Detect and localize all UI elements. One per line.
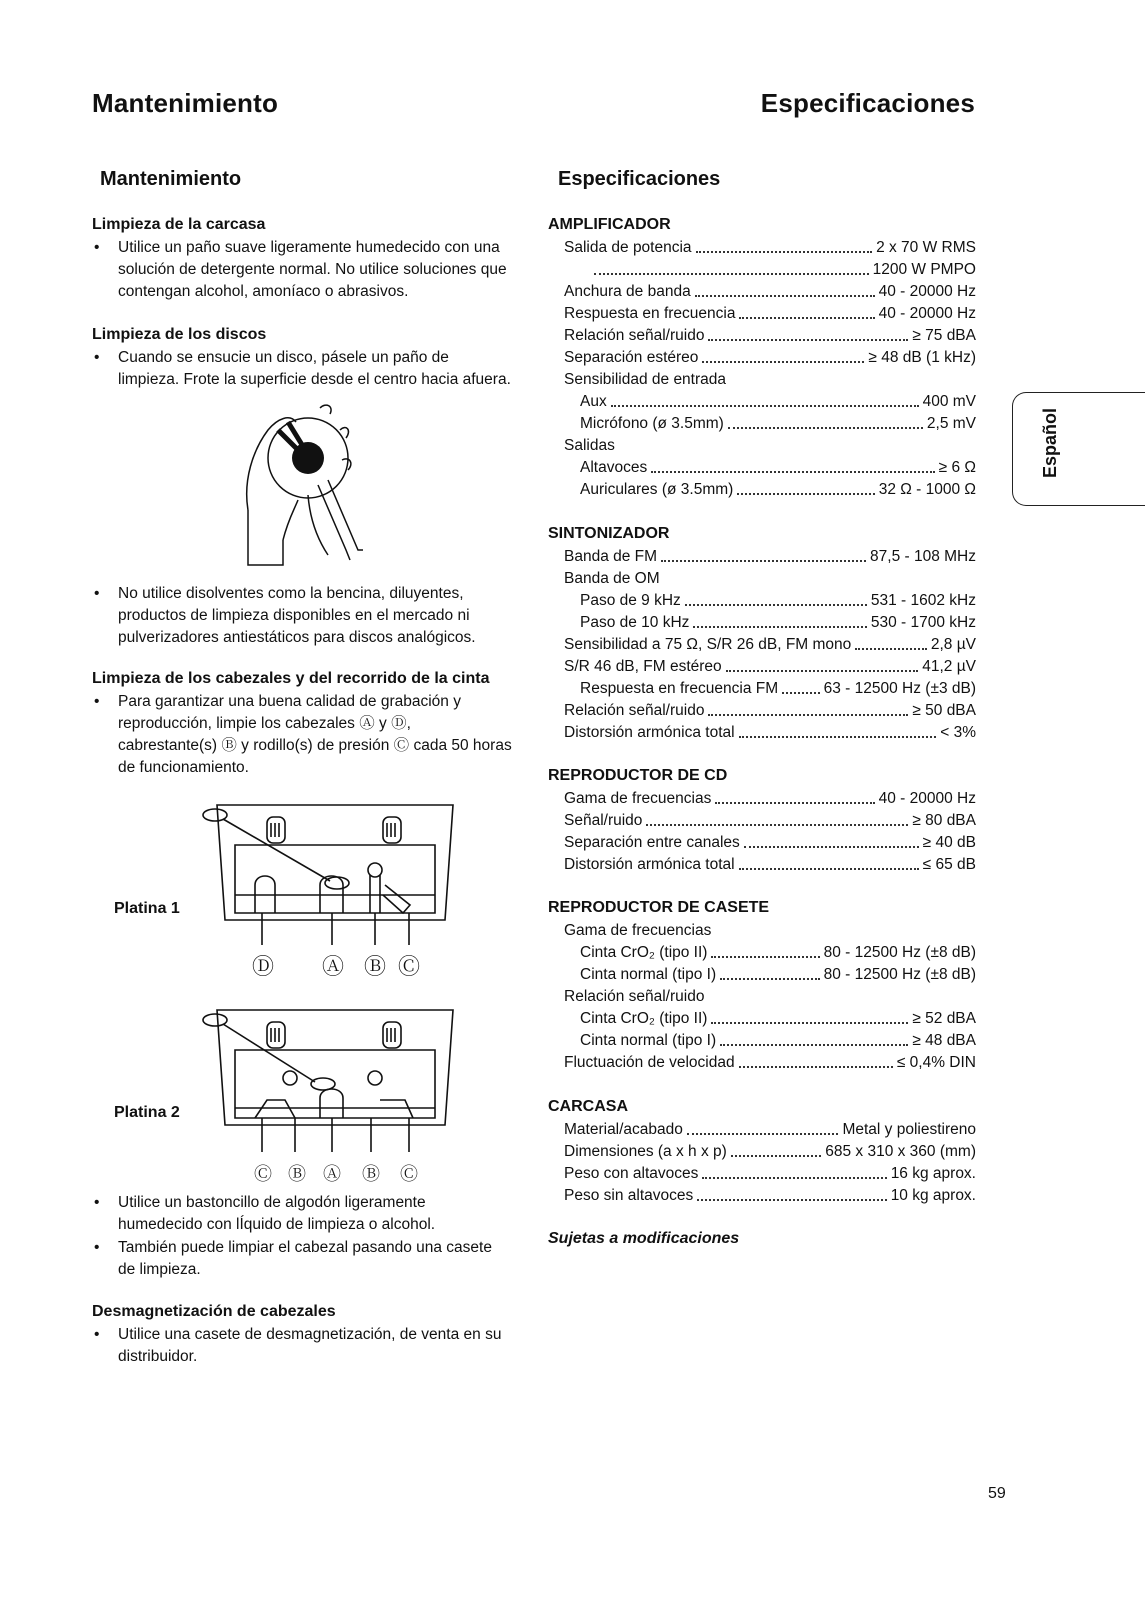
spec-row: Separación estéreo ≥ 48 dB (1 kHz) xyxy=(564,349,976,366)
demagnetization-bullet: • Utilice una casete de desmagnetización, de venta en su distribuidor. xyxy=(94,1326,502,1365)
spec-row: Auriculares (ø 3.5mm) 32 Ω - 1000 Ω xyxy=(580,481,976,498)
spec-row: Respuesta en frecuencia FM 63 - 12500 Hz (±3 dB) xyxy=(580,680,976,697)
spec-row: Anchura de banda 40 - 20000 Hz xyxy=(564,283,976,300)
tuner-title: SINTONIZADOR xyxy=(548,525,670,542)
page-title-right: Especificaciones xyxy=(760,88,975,118)
deck2-label: Platina 2 xyxy=(114,1104,180,1121)
demagnetization-title: Desmagnetización de cabezales xyxy=(92,1303,336,1320)
spec-row: Relación señal/ruido xyxy=(564,988,705,1005)
spec-row: Respuesta en frecuencia 40 - 20000 Hz xyxy=(564,305,976,322)
spec-row: Distorsión armónica total < 3% xyxy=(564,724,976,741)
cotton-swab-bullet: • Utilice un bastoncillo de algodón ligeramente humedecido con lÍquido de limpieza o alcohol. xyxy=(94,1194,436,1233)
amplifier-title: AMPLIFICADOR xyxy=(548,216,671,233)
spec-row: Banda de OM xyxy=(564,570,660,587)
cleaning-cassette-bullet: • También puede limpiar el cabezal pasando una casete de limpieza. xyxy=(94,1239,492,1278)
spec-row: Sensibilidad a 75 Ω, S/R 26 dB, FM mono 2,8 µV xyxy=(564,636,976,653)
spec-row: Cinta CrO₂ (tipo II) 80 - 12500 Hz (±8 dB) xyxy=(580,944,976,961)
spec-row: Salidas xyxy=(564,437,615,454)
spec-row: Señal/ruido ≥ 80 dBA xyxy=(564,812,976,829)
deck1-letter-a: Ⓐ xyxy=(322,954,345,979)
spec-row: Micrófono (ø 3.5mm) 2,5 mV xyxy=(580,415,976,432)
deck2-letter-b2: Ⓑ xyxy=(362,1164,380,1184)
deck1-label: Platina 1 xyxy=(114,900,180,917)
disc-cleaning-bullet: • Cuando se ensucie un disco, pásele un paño de limpieza. Frote la superficie desde el centro hacia afuera. xyxy=(94,349,511,388)
spec-row: Gama de frecuencias 40 - 20000 Hz xyxy=(564,790,976,807)
disc-cleaning-title: Limpieza de los discos xyxy=(92,326,267,343)
spec-row: Cinta CrO₂ (tipo II) ≥ 52 dBA xyxy=(580,1010,976,1027)
spec-row: Fluctuación de velocidad ≤ 0,4% DIN xyxy=(564,1054,976,1071)
deck1-letter-b: Ⓑ xyxy=(364,954,387,979)
deck2-letter-c2: Ⓒ xyxy=(400,1164,418,1184)
cd-player-title: REPRODUCTOR DE CD xyxy=(548,767,728,784)
cassette-player-title: REPRODUCTOR DE CASETE xyxy=(548,899,770,916)
spec-row: Sensibilidad de entrada xyxy=(564,371,727,388)
disc-cleaning-illustration xyxy=(238,400,378,570)
deck1-letter-d: Ⓓ xyxy=(252,954,275,979)
spec-row: Aux 400 mV xyxy=(580,393,976,410)
page-title-left: Mantenimiento xyxy=(92,88,279,118)
deck2-letter-b1: Ⓑ xyxy=(288,1164,306,1184)
spec-row: Relación señal/ruido ≥ 75 dBA xyxy=(564,327,976,344)
spec-row: Paso de 10 kHz 530 - 1700 kHz xyxy=(580,614,976,631)
spec-row: Gama de frecuencias xyxy=(564,922,712,939)
spec-row: Peso con altavoces 16 kg aprox. xyxy=(564,1165,976,1182)
case-cleaning-title: Limpieza de la carcasa xyxy=(92,216,266,233)
deck2-letter-a: Ⓐ xyxy=(323,1164,341,1184)
deck2-letter-c1: Ⓒ xyxy=(254,1164,272,1184)
spec-row: Banda de FM 87,5 - 108 MHz xyxy=(564,548,976,565)
spec-row: Cinta normal (tipo I) ≥ 48 dBA xyxy=(580,1032,976,1049)
page-number: 59 xyxy=(988,1485,1006,1502)
subject-to-change-note: Sujetas a modificaciones xyxy=(548,1230,740,1247)
case-cleaning-bullet: • Utilice un paño suave ligeramente humedecido con una solución de detergente normal. No utilice soluciones que contengan alcohol, amoníaco o abrasivos. xyxy=(94,239,507,300)
spec-row: Paso de 9 kHz 531 - 1602 kHz xyxy=(580,592,976,609)
head-cleaning-title: Limpieza de los cabezales y del recorrido de la cinta xyxy=(92,670,490,687)
spec-row: Altavoces ≥ 6 Ω xyxy=(580,459,976,476)
spec-row: Material/acabado Metal y poliestireno xyxy=(564,1121,976,1138)
spec-row: Distorsión armónica total ≤ 65 dB xyxy=(564,856,976,873)
spec-row: 1200 W PMPO xyxy=(594,259,976,281)
solvents-bullet: • No utilice disolventes como la bencina, diluyentes, productos de limpieza disponibles en el mercado ni pulverizadores antiestáticos para discos analógicos. xyxy=(94,585,476,646)
language-tab xyxy=(1012,392,1145,506)
spec-row: Peso sin altavoces 10 kg aprox. xyxy=(564,1187,976,1204)
spec-row: Separación entre canales ≥ 40 dB xyxy=(564,834,976,851)
spec-row: Salida de potencia 2 x 70 W RMS xyxy=(564,239,976,256)
maintenance-heading: Mantenimiento xyxy=(100,168,242,190)
spec-row: S/R 46 dB, FM estéreo 41,2 µV xyxy=(564,658,976,675)
specifications-heading: Especificaciones xyxy=(558,168,721,190)
spec-row: Dimensiones (a x h x p) 685 x 310 x 360 (mm) xyxy=(564,1143,976,1160)
housing-title: CARCASA xyxy=(548,1098,628,1115)
spec-row: Relación señal/ruido ≥ 50 dBA xyxy=(564,702,976,719)
deck1-letter-c: Ⓒ xyxy=(398,954,421,979)
spec-row: Cinta normal (tipo I) 80 - 12500 Hz (±8 dB) xyxy=(580,966,976,983)
head-cleaning-bullet: • Para garantizar una buena calidad de grabación y reproducción, limpie los cabezales Ⓐ y Ⓓ, cabrestante(s) Ⓑ y rodillo(s) de presión Ⓒ cada 50 horas de funcionamiento. xyxy=(94,693,512,776)
language-tab-label: Español xyxy=(1040,407,1060,478)
deck2-illustration xyxy=(195,1000,460,1170)
